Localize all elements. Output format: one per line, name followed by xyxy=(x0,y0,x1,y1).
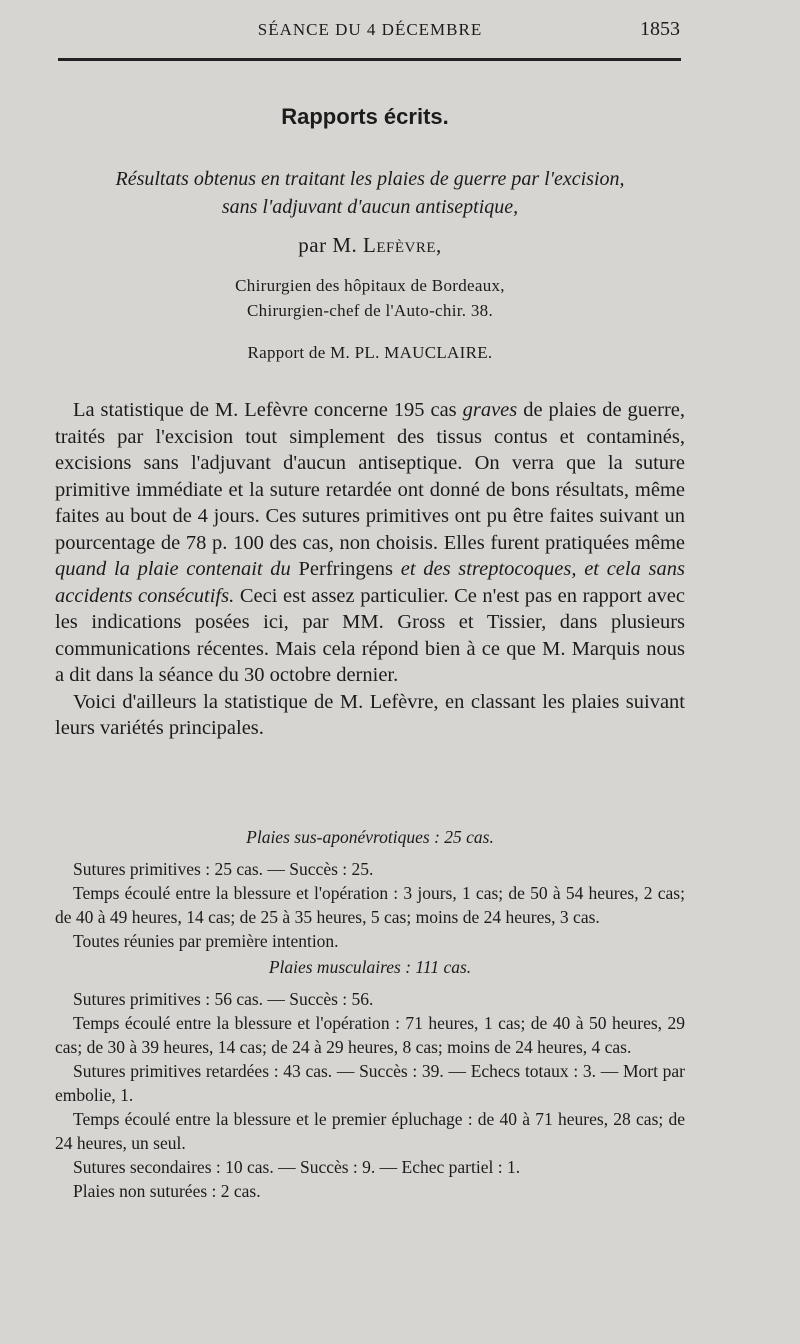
stat-line: Temps écoulé entre la blessure et le premier épluchage : de 40 à 71 heures, 28 cas; de 24 heures, un seul. xyxy=(55,1109,685,1153)
subhead-sus-aponevrotiques: Plaies sus-aponévrotiques : 25 cas. xyxy=(246,827,494,847)
article-title xyxy=(0,165,740,221)
p1-text-b: de plaies de guerre, traités par l'excision tout simplement des tissus contus et contaminés, excisions sans l'adjuvant d'aucun antiseptique. On verra que la suture primitive immédiate et la suture retardée ont donné de bons résultats, même faites au bout de 4 jours. Ces sutures primitives ont pu être faites suivant un pourcentage de 78 p. 100 des cas, non choisis. Elles furent pratiquées même xyxy=(55,399,685,554)
stat-line: Sutures secondaires : 10 cas. — Succès : 9. — Echec partiel : 1. xyxy=(73,1157,521,1177)
stat-line: Sutures primitives : 56 cas. — Succès : 56. xyxy=(73,989,374,1009)
stat-line: Toutes réunies par première intention. xyxy=(73,931,339,951)
article-title-line2: sans l'adjuvant d'aucun antiseptique, xyxy=(221,196,519,218)
p1-emphasis-graves: graves xyxy=(462,399,518,421)
byline-prefix: par M. xyxy=(298,233,363,257)
report-by: Rapport de M. PL. MAUCLAIRE. xyxy=(247,343,493,362)
stat-line: Temps écoulé entre la blessure et l'opération : 3 jours, 1 cas; de 50 à 54 heures, 2 cas; de 40 à 49 heures, 14 cas; de 25 à 35 heures, 5 cas; moins de 24 heures, 3 cas. xyxy=(55,883,685,927)
body-text xyxy=(55,397,685,742)
statistics-section xyxy=(55,823,685,1203)
author-affiliation xyxy=(0,273,740,323)
p1-text-d: Ceci est assez particulier. Ce n'est pas en rapport avec les indications posées ici, par MM. Gross et Tissier, dans plusieurs communications récentes. Mais cela répond bien à ce que M. Marquis nous a dit dans la séance du 30 octobre dernier. xyxy=(55,584,685,686)
header-rule xyxy=(58,58,681,61)
subhead-musculaires: Plaies musculaires : 111 cas. xyxy=(268,957,472,977)
p1-text-c: Perfringens xyxy=(290,558,401,580)
stat-line: Plaies non suturées : 2 cas. xyxy=(73,1181,261,1201)
article-title-line1: Résultats obtenus en traitant les plaies de guerre par l'excision, xyxy=(115,168,625,190)
affiliation-line1: Chirurgien des hôpitaux de Bordeaux, xyxy=(235,276,505,295)
paragraph-1 xyxy=(55,397,685,689)
section-title: Rapports écrits. xyxy=(281,104,449,129)
page-number: 1853 xyxy=(640,18,680,40)
p1-text-a: La statistique de M. Lefèvre concerne 195 cas xyxy=(73,399,463,421)
byline xyxy=(0,233,740,258)
paragraph-2: Voici d'ailleurs la statistique de M. Lefèvre, en classant les plaies suivant leurs variétés principales. xyxy=(55,690,685,739)
p1-emphasis-2: quand la plaie contenait du xyxy=(55,558,291,580)
running-title: SÉANCE DU 4 DÉCEMBRE xyxy=(257,20,483,39)
stat-line: Sutures primitives retardées : 43 cas. — Succès : 39. — Echecs totaux : 3. — Mort par embolie, 1. xyxy=(55,1061,685,1105)
page-header xyxy=(55,18,685,42)
stat-line: Sutures primitives : 25 cas. — Succès : 25. xyxy=(73,859,374,879)
p1-emphasis-3: et des streptocoques, et cela sans accidents consécutifs. xyxy=(55,558,685,607)
affiliation-line2: Chirurgien-chef de l'Auto-chir. 38. xyxy=(247,301,493,320)
stat-line: Temps écoulé entre la blessure et l'opération : 71 heures, 1 cas; de 40 à 50 heures, 29 cas; de 30 à 39 heures, 14 cas; de 24 à 29 heures, 8 cas; moins de 24 heures, 4 cas. xyxy=(55,1013,685,1057)
author-name: Lefèvre, xyxy=(363,233,442,257)
